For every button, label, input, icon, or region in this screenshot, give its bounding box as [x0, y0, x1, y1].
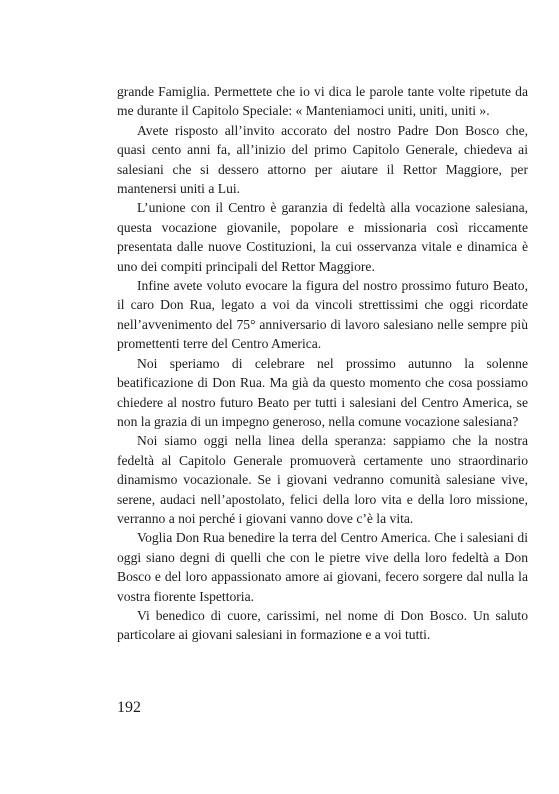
paragraph-closing-blessing: Vi benedico di cuore, carissimi, nel nome di Don Bosco. Un saluto particolare ai giovani salesiani in formazione e a voi tutti. — [117, 607, 528, 643]
page-body — [117, 82, 528, 645]
paragraph-continuation: grande Famiglia. Permettete che io vi dica le parole tante volte ripetute da me durante il Capitolo Speciale: « Manteniamoci uniti, uniti, uniti ». — [117, 84, 528, 119]
paragraph-don-rua-figure: Infine avete voluto evocare la figura del nostro prossimo futuro Beato, il caro Don Rua, legato a voi da vincoli strettissimi che oggi ricordate nell’avvenimento del 75° anniversario di lavoro salesiano nelle sempre più promettenti terre del Centro America. — [117, 278, 528, 352]
paragraph-beatification: Noi speriamo di celebrare nel prossimo autunno la solenne beatificazione di Don Rua. Ma già da questo momento che cosa possiamo chiedere al nostro futuro Beato per tutti i salesiani del Centro America, se non la grazia di un impegno generoso, nella comune vocazione salesiana? — [117, 355, 528, 429]
paragraph-union-with-center: L’unione con il Centro è garanzia di fedeltà alla vocazione salesiana, questa vocazione giovanile, popolare e missionaria così riccamente presentata dalle nuove Costituzioni, la cui osservanza vitale e dinamica è uno dei compiti principali del Rettor Maggiore. — [117, 200, 528, 274]
paragraph-hope: Noi siamo oggi nella linea della speranza: sappiamo che la nostra fedeltà al Capitolo Generale promuoverà certamente uno straordinario dinamismo vocazionale. Se i giovani vedranno comunità salesiane vive, serene, audaci nell’apostolato, felici della loro vita e della loro missione, verranno a noi perché i giovani vanno dove c’è la vita. — [117, 433, 528, 526]
paragraph-don-bosco-invitation: Avete risposto all’invito accorato del nostro Padre Don Bosco che, quasi cento anni fa, all’inizio del primo Capitolo Generale, chiedeva ai salesiani che si dessero attorno per aiutare il Rettor Maggiore, per mantenersi uniti a Lui. — [117, 122, 528, 197]
page-number: 192 — [117, 699, 141, 716]
paragraph-blessing-central-america: Voglia Don Rua benedire la terra del Centro America. Che i salesiani di oggi siano degni di quelli che con le pietre vive della loro fedeltà a Don Bosco e del loro appassionato amore ai giovani, fecero sorgere dal nulla la vostra fiorente Ispettoria. — [117, 530, 528, 604]
